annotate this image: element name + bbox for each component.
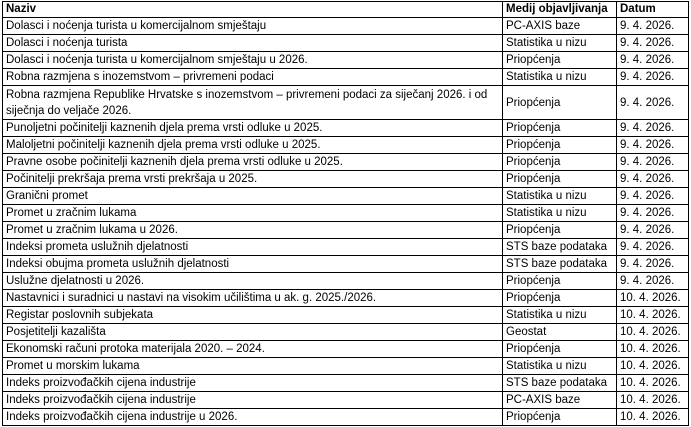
table-body bbox=[3, 18, 689, 426]
cell-name: Registar poslovnih subjekata bbox=[3, 307, 503, 324]
cell-name: Maloljetni počinitelji kaznenih djela prema vrsti odluke u 2025. bbox=[3, 137, 503, 154]
cell-name: Dolasci i noćenja turista u komercijalnom smještaju u 2026. bbox=[3, 52, 503, 69]
cell-medium: Priopćenja bbox=[503, 409, 617, 426]
table-row bbox=[3, 188, 689, 205]
table-row bbox=[3, 290, 689, 307]
header-date: Datum bbox=[617, 2, 689, 18]
cell-date: 9. 4. 2026. bbox=[617, 35, 689, 52]
cell-date: 9. 4. 2026. bbox=[617, 120, 689, 137]
cell-name: Nastavnici i suradnici u nastavi na visokim učilištima u ak. g. 2025./2026. bbox=[3, 290, 503, 307]
header-medium: Medij objavljivanja bbox=[503, 2, 617, 18]
cell-name: Promet u morskim lukama bbox=[3, 358, 503, 375]
cell-date: 9. 4. 2026. bbox=[617, 52, 689, 69]
cell-name: Indeks proizvođačkih cijena industrije bbox=[3, 392, 503, 409]
table-row bbox=[3, 273, 689, 290]
cell-medium: Priopćenja bbox=[503, 273, 617, 290]
cell-medium: Priopćenja bbox=[503, 341, 617, 358]
cell-medium: Priopćenja bbox=[503, 137, 617, 154]
table-row bbox=[3, 205, 689, 222]
table-row bbox=[3, 137, 689, 154]
cell-date: 9. 4. 2026. bbox=[617, 171, 689, 188]
header-name: Naziv bbox=[3, 2, 503, 18]
cell-medium: Statistika u nizu bbox=[503, 358, 617, 375]
cell-date: 9. 4. 2026. bbox=[617, 273, 689, 290]
cell-date: 9. 4. 2026. bbox=[617, 69, 689, 86]
table-row bbox=[3, 18, 689, 35]
cell-medium: STS baze podataka bbox=[503, 375, 617, 392]
table-row bbox=[3, 256, 689, 273]
cell-date: 10. 4. 2026. bbox=[617, 307, 689, 324]
cell-date: 10. 4. 2026. bbox=[617, 392, 689, 409]
table-row bbox=[3, 120, 689, 137]
cell-medium: Geostat bbox=[503, 324, 617, 341]
cell-date: 9. 4. 2026. bbox=[617, 188, 689, 205]
cell-date: 10. 4. 2026. bbox=[617, 375, 689, 392]
cell-name: Indeksi prometa uslužnih djelatnosti bbox=[3, 239, 503, 256]
cell-name: Posjetitelji kazališta bbox=[3, 324, 503, 341]
cell-name: Ekonomski računi protoka materijala 2020. – 2024. bbox=[3, 341, 503, 358]
cell-date: 9. 4. 2026. bbox=[617, 256, 689, 273]
cell-name: Uslužne djelatnosti u 2026. bbox=[3, 273, 503, 290]
cell-date: 10. 4. 2026. bbox=[617, 358, 689, 375]
cell-medium: Statistika u nizu bbox=[503, 188, 617, 205]
cell-name: Robna razmjena Republike Hrvatske s inozemstvom – privremeni podaci za siječanj 2026. i od siječnja do veljače 2026. bbox=[3, 86, 503, 120]
table-row bbox=[3, 222, 689, 239]
table-row bbox=[3, 154, 689, 171]
table-row bbox=[3, 52, 689, 69]
cell-name: Dolasci i noćenja turista u komercijalnom smještaju bbox=[3, 18, 503, 35]
table-row bbox=[3, 324, 689, 341]
table-row bbox=[3, 375, 689, 392]
cell-name: Robna razmjena s inozemstvom – privremeni podaci bbox=[3, 69, 503, 86]
table-row bbox=[3, 392, 689, 409]
cell-date: 10. 4. 2026. bbox=[617, 409, 689, 426]
cell-medium: Priopćenja bbox=[503, 86, 617, 120]
table-row bbox=[3, 358, 689, 375]
cell-medium: Statistika u nizu bbox=[503, 307, 617, 324]
cell-date: 10. 4. 2026. bbox=[617, 324, 689, 341]
cell-name: Punoljetni počinitelji kaznenih djela prema vrsti odluke u 2025. bbox=[3, 120, 503, 137]
cell-medium: PC-AXIS baze bbox=[503, 18, 617, 35]
cell-name: Dolasci i noćenja turista bbox=[3, 35, 503, 52]
cell-date: 9. 4. 2026. bbox=[617, 137, 689, 154]
cell-date: 9. 4. 2026. bbox=[617, 154, 689, 171]
cell-date: 10. 4. 2026. bbox=[617, 290, 689, 307]
cell-name: Indeksi obujma prometa uslužnih djelatnosti bbox=[3, 256, 503, 273]
cell-date: 10. 4. 2026. bbox=[617, 341, 689, 358]
table-header-row bbox=[3, 2, 689, 18]
cell-medium: Priopćenja bbox=[503, 120, 617, 137]
cell-name: Granični promet bbox=[3, 188, 503, 205]
cell-medium: STS baze podataka bbox=[503, 256, 617, 273]
table-row bbox=[3, 409, 689, 426]
cell-date: 9. 4. 2026. bbox=[617, 205, 689, 222]
table-row bbox=[3, 69, 689, 86]
cell-name: Promet u zračnim lukama bbox=[3, 205, 503, 222]
table-row bbox=[3, 239, 689, 256]
cell-date: 9. 4. 2026. bbox=[617, 18, 689, 35]
table-row bbox=[3, 35, 689, 52]
cell-medium: STS baze podataka bbox=[503, 239, 617, 256]
table-row bbox=[3, 341, 689, 358]
cell-medium: PC-AXIS baze bbox=[503, 392, 617, 409]
table-row bbox=[3, 86, 689, 120]
cell-medium: Priopćenja bbox=[503, 154, 617, 171]
cell-medium: Statistika u nizu bbox=[503, 69, 617, 86]
cell-name: Indeks proizvođačkih cijena industrije bbox=[3, 375, 503, 392]
table-row bbox=[3, 307, 689, 324]
cell-name: Indeks proizvođačkih cijena industrije u 2026. bbox=[3, 409, 503, 426]
cell-name: Počinitelji prekršaja prema vrsti prekršaja u 2025. bbox=[3, 171, 503, 188]
release-calendar-table bbox=[2, 1, 689, 426]
cell-medium: Priopćenja bbox=[503, 52, 617, 69]
cell-medium: Statistika u nizu bbox=[503, 205, 617, 222]
cell-name: Promet u zračnim lukama u 2026. bbox=[3, 222, 503, 239]
cell-medium: Priopćenja bbox=[503, 171, 617, 188]
cell-medium: Priopćenja bbox=[503, 290, 617, 307]
cell-date: 9. 4. 2026. bbox=[617, 86, 689, 120]
cell-medium: Statistika u nizu bbox=[503, 35, 617, 52]
cell-date: 9. 4. 2026. bbox=[617, 239, 689, 256]
cell-medium: Priopćenja bbox=[503, 222, 617, 239]
cell-name: Pravne osobe počinitelji kaznenih djela prema vrsti odluke u 2025. bbox=[3, 154, 503, 171]
cell-date: 9. 4. 2026. bbox=[617, 222, 689, 239]
table-row bbox=[3, 171, 689, 188]
